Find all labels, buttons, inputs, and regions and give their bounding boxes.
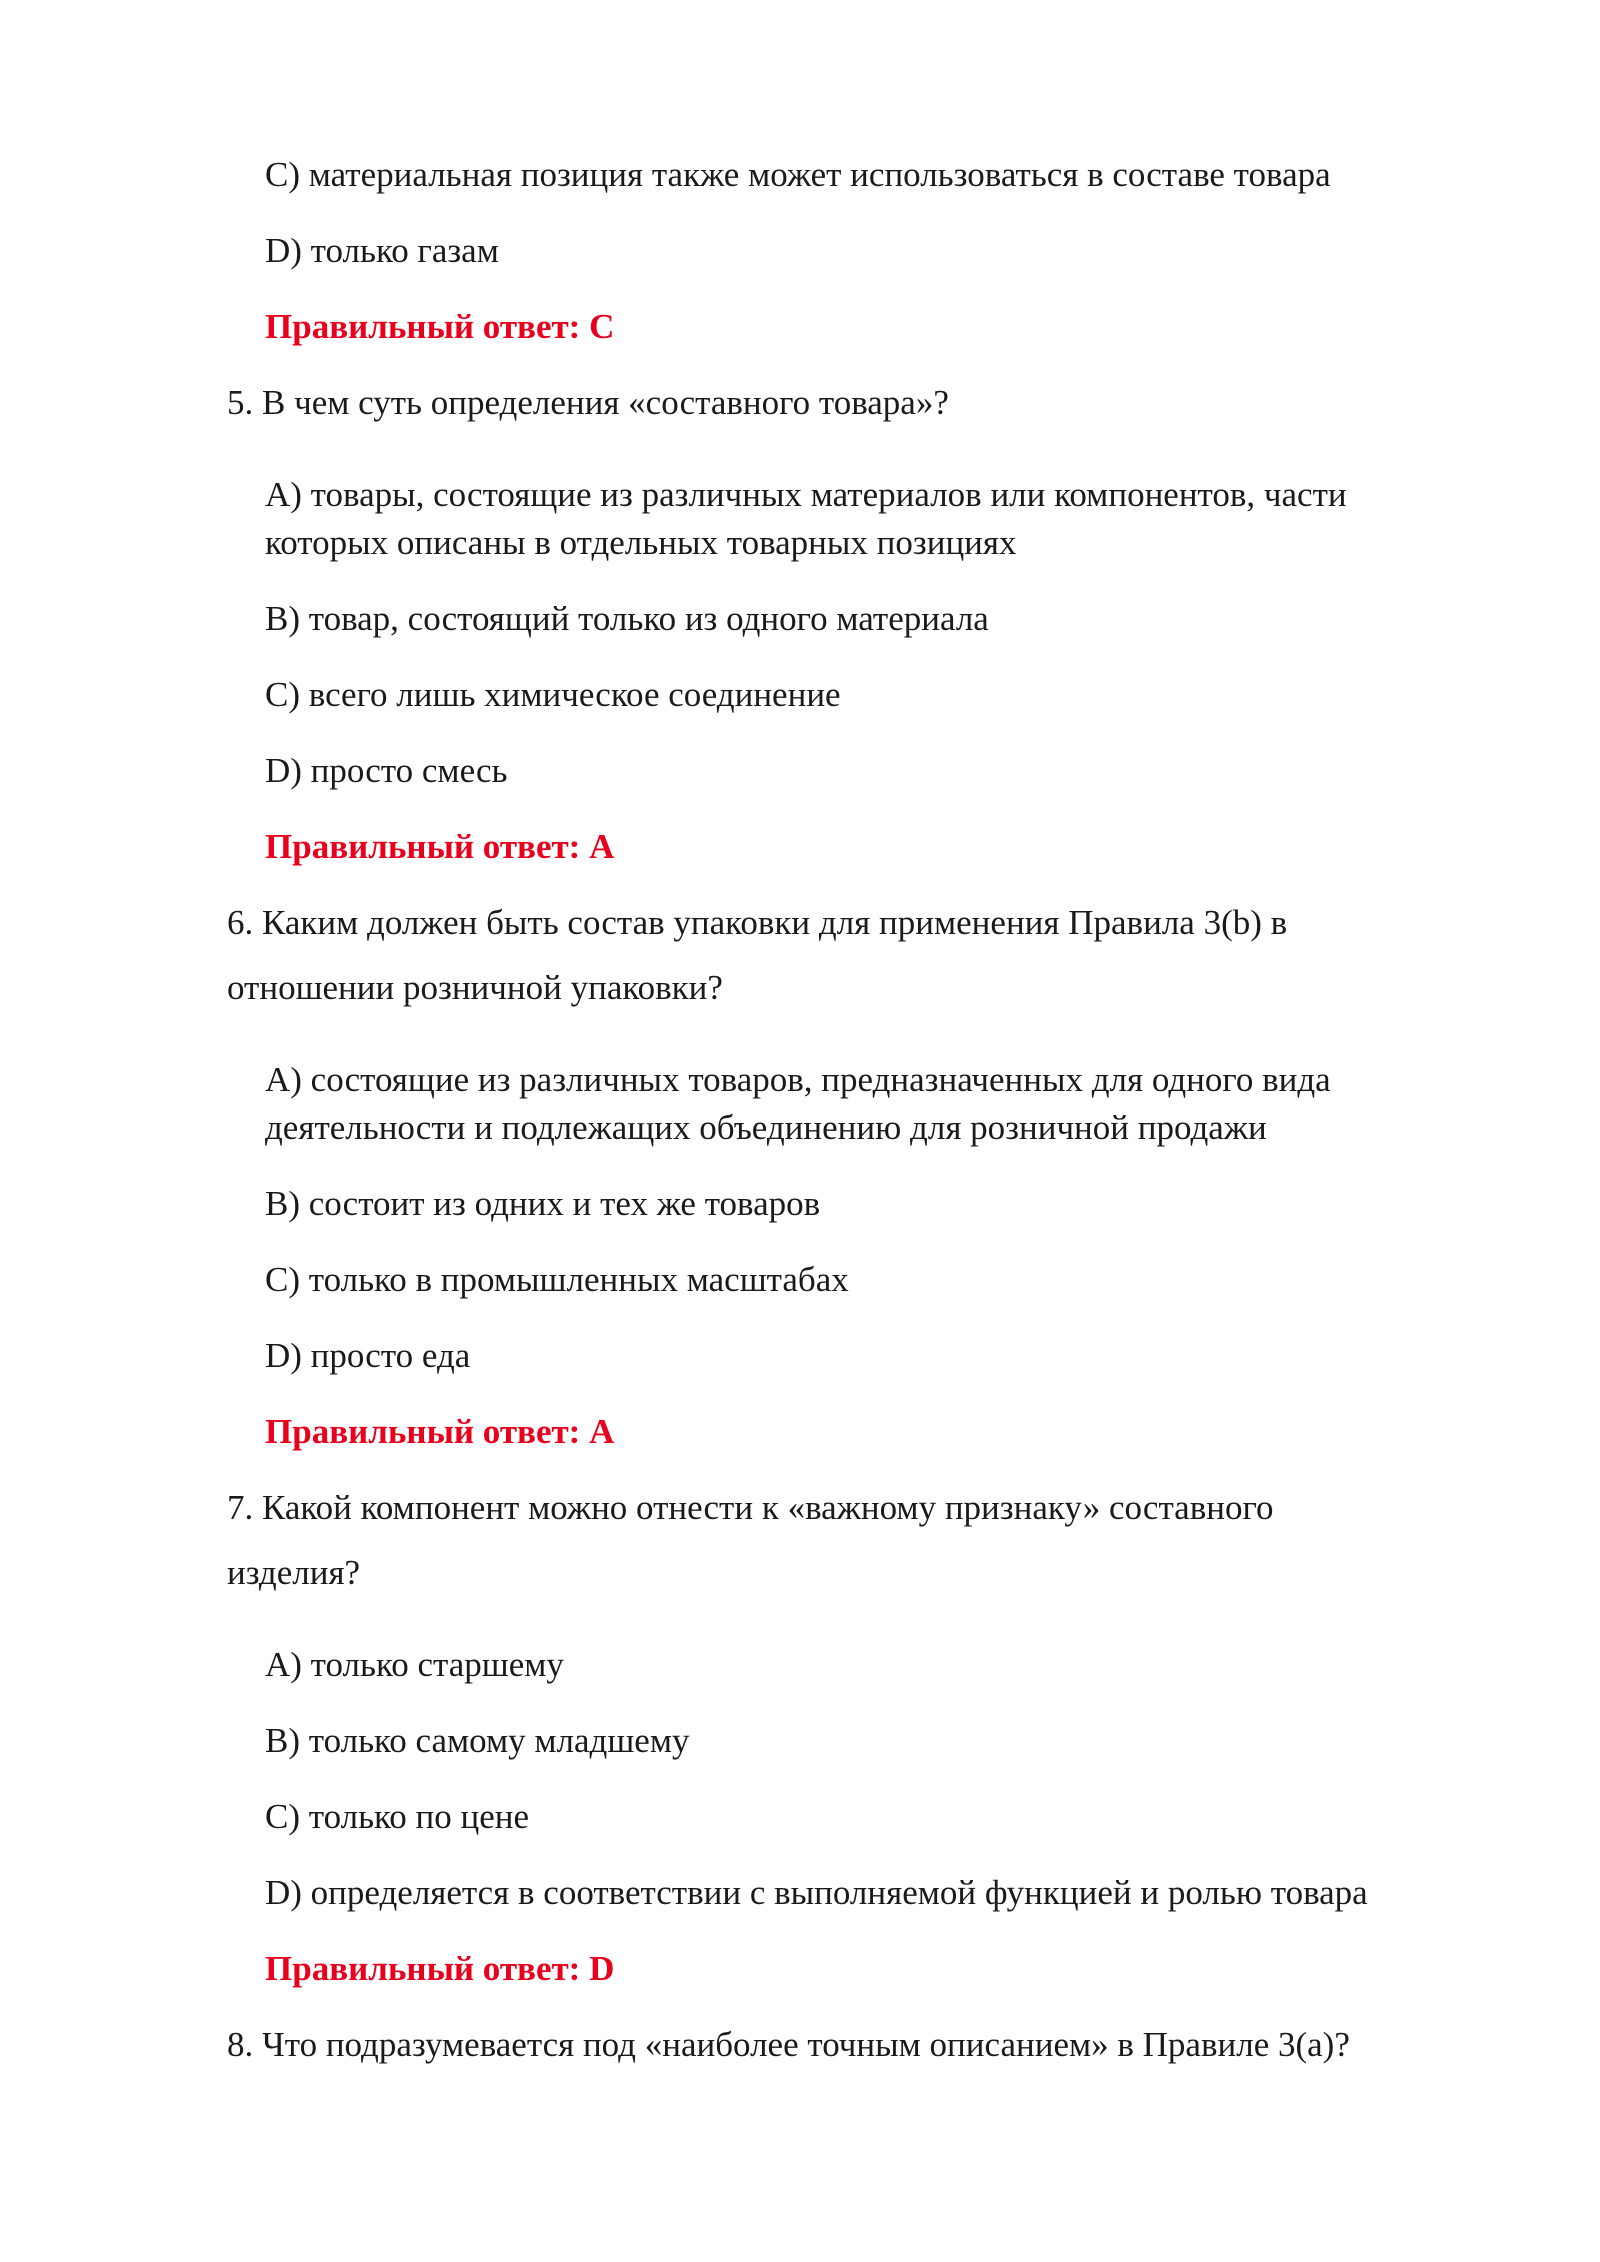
q5-option-b: B) товар, состоящий только из одного материала [265,599,989,638]
q6-option-b: B) состоит из одних и тех же товаров [265,1184,821,1223]
q7-option-c: C) только по цене [265,1797,530,1836]
q5-option-a-line2: которых описаны в отдельных товарных позициях [265,523,1017,562]
q5-option-a-line1: A) товары, состоящие из различных материалов или компонентов, части [265,475,1347,514]
q5-correct-answer: Правильный ответ: A [265,827,615,866]
q7-question-line2: изделия? [227,1553,361,1592]
q7-option-a: A) только старшему [265,1645,564,1684]
q6-option-c: C) только в промышленных масштабах [265,1260,849,1299]
q7-option-d: D) определяется в соответствии с выполняемой функцией и ролью товара [265,1873,1368,1912]
q6-correct-answer: Правильный ответ: A [265,1412,615,1451]
q6-option-a-line2: деятельности и подлежащих объединению для розничной продажи [265,1108,1267,1147]
q4-correct-answer: Правильный ответ: C [265,307,615,346]
q7-question-line1: 7. Какой компонент можно отнести к «важному признаку» составного [227,1488,1274,1527]
q4-option-c: C) материальная позиция также может использоваться в составе товара [265,155,1331,194]
q8-question: 8. Что подразумевается под «наиболее точным описанием» в Правиле 3(a)? [227,2025,1350,2064]
q5-option-d: D) просто смесь [265,751,508,790]
q5-question: 5. В чем суть определения «составного товара»? [227,383,949,422]
q6-question-line1: 6. Каким должен быть состав упаковки для применения Правила 3(b) в [227,903,1288,942]
q5-option-c: C) всего лишь химическое соединение [265,675,841,714]
q7-option-b: B) только самому младшему [265,1721,690,1760]
q4-option-d: D) только газам [265,231,499,270]
q7-correct-answer: Правильный ответ: D [265,1949,615,1988]
q6-option-d: D) просто еда [265,1336,471,1375]
q6-option-a-line1: A) состоящие из различных товаров, предназначенных для одного вида [265,1060,1331,1099]
q6-question-line2: отношении розничной упаковки? [227,968,723,1007]
